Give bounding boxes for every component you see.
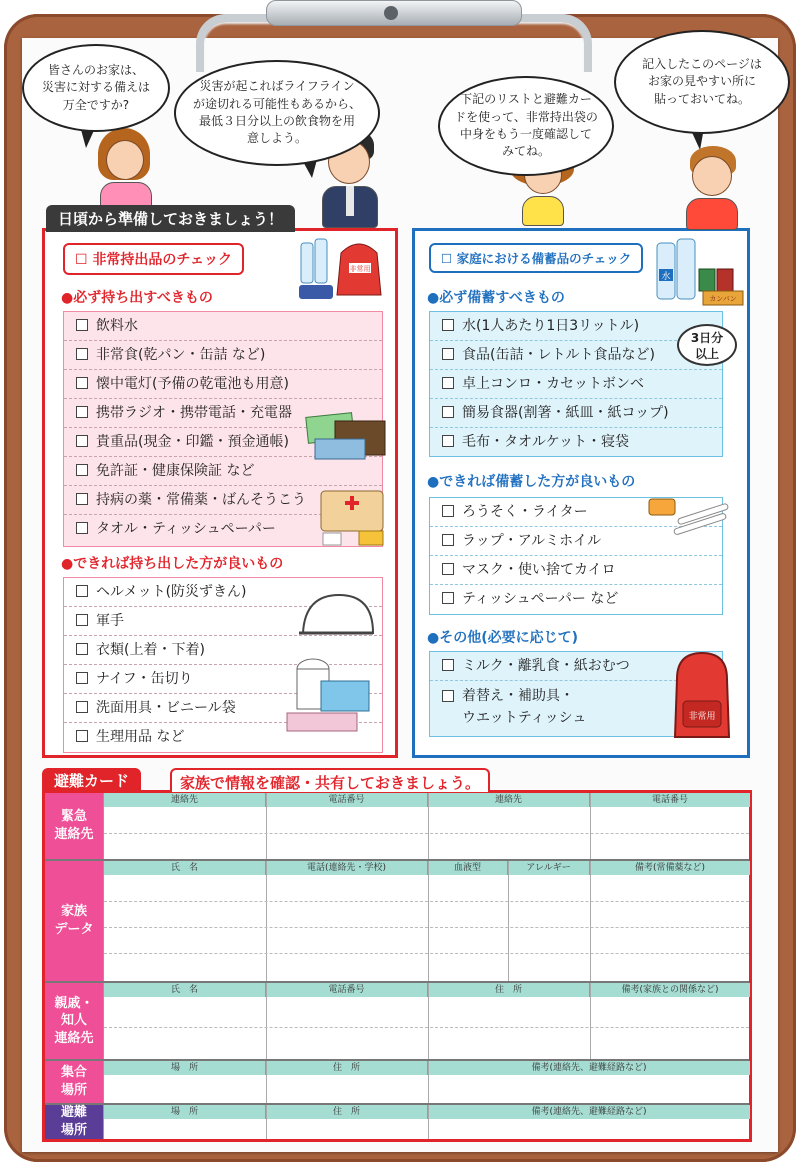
item-label: 食品(缶詰・レトルト食品など)	[462, 347, 655, 363]
speech-bubble-boy	[614, 30, 790, 134]
section-title: 日頃から準備しておきましょう！	[46, 205, 295, 232]
gathering-place-row	[45, 1061, 749, 1103]
checkbox[interactable]	[76, 614, 88, 626]
water-and-food-illustration	[651, 235, 747, 309]
item-label: 軍手	[96, 613, 124, 629]
must-stock-heading: ●必ず備蓄すべきもの	[427, 290, 565, 306]
must-carry-heading: ●必ず持ち出すべきもの	[61, 290, 213, 306]
checkbox[interactable]	[76, 701, 88, 713]
checkbox[interactable]	[442, 592, 454, 604]
emergency-carry-out-panel	[42, 228, 398, 758]
item-label: タオル・ティッシュペーパー	[96, 521, 276, 537]
evacuation-place-grid[interactable]	[103, 1105, 749, 1139]
emergency-contact-grid[interactable]	[103, 793, 749, 859]
column-header: 備考(常備薬など)	[590, 861, 750, 875]
item-label: ヘルメット(防災ずきん)	[96, 584, 247, 600]
column-header: 住 所	[266, 1061, 428, 1075]
evacuation-place-row	[45, 1105, 749, 1139]
item-label: 携帯ラジオ・携帯電話・充電器	[96, 405, 292, 421]
column-header: 備考(連絡先、避難経路など)	[428, 1105, 750, 1119]
item-label: 洗面用具・ビニール袋	[96, 700, 236, 716]
column-header: 連絡先	[104, 793, 266, 807]
tissue-box-illustration	[281, 651, 381, 741]
item-label: 簡易食器(割箸・紙皿・紙コップ)	[462, 405, 669, 421]
row-label: 家族 データ	[45, 861, 103, 981]
evacuation-card-tab: 避難カード	[42, 768, 141, 792]
column-header: 血液型	[428, 861, 508, 875]
checklist-item[interactable]	[430, 585, 722, 614]
relatives-row	[45, 983, 749, 1059]
speech-bubble-father	[174, 60, 380, 166]
column-header: 連絡先	[428, 793, 590, 807]
water-label: 水	[661, 272, 671, 282]
home-stockpile-panel	[412, 228, 750, 758]
checkbox[interactable]	[442, 377, 454, 389]
checkbox[interactable]	[76, 406, 88, 418]
checkbox[interactable]	[442, 319, 454, 331]
boy-character	[680, 146, 744, 230]
column-header: 備考(家族との関係など)	[590, 983, 750, 997]
checkbox[interactable]	[442, 690, 454, 702]
clipboard-clip	[196, 0, 592, 74]
row-label: 集合 場所	[45, 1061, 103, 1103]
item-label: 生理用品 など	[96, 729, 185, 745]
checklist-item[interactable]	[430, 370, 722, 399]
panel-title: ☐ 家庭における備蓄品のチェック	[429, 243, 643, 273]
three-days-callout: 3日分 以上	[677, 324, 737, 366]
relatives-grid[interactable]	[103, 983, 749, 1059]
column-header: 住 所	[428, 983, 590, 997]
column-header: 氏 名	[104, 983, 266, 997]
checkbox[interactable]	[76, 672, 88, 684]
speech-bubble-mother	[22, 44, 170, 132]
checkbox[interactable]	[76, 522, 88, 534]
item-label: 毛布・タオルケット・寝袋	[462, 434, 630, 450]
column-header: 電話番号	[590, 793, 750, 807]
emergency-contact-row	[45, 793, 749, 859]
panel-title: ☐ 非常持出品のチェック	[63, 243, 244, 275]
checklist-item[interactable]	[430, 399, 722, 428]
checkbox[interactable]	[442, 348, 454, 360]
family-data-row	[45, 861, 749, 981]
checkbox[interactable]	[442, 505, 454, 517]
item-label: 着替え・補助具・ ウエットティッシュ	[462, 688, 587, 726]
checkbox[interactable]	[76, 435, 88, 447]
item-label: 非常食(乾パン・缶詰 など)	[96, 347, 266, 363]
bubble-text: 皆さんのお家は、 災害に対する備えは 万全ですか?	[41, 62, 150, 112]
first-aid-kit-illustration	[315, 479, 389, 549]
emergency-bag-illustration	[295, 235, 395, 305]
emergency-backpack-illustration	[667, 649, 737, 743]
bubble-text: 記入したこのページは お家の見やすい所に 貼っておいてね。	[642, 56, 762, 106]
optional-stock-heading: ●できれば備蓄した方が良いもの	[427, 474, 636, 490]
other-heading: ●その他(必要に応じて)	[427, 630, 579, 646]
item-label: マスク・使い捨てカイロ	[462, 562, 616, 578]
panel-title-text: 非常持出品のチェック	[92, 252, 233, 268]
checklist-item[interactable]	[430, 556, 722, 585]
checklist-item[interactable]	[430, 428, 722, 457]
item-label: ラップ・アルミホイル	[462, 533, 602, 549]
checkbox[interactable]	[76, 319, 88, 331]
checkbox[interactable]	[76, 643, 88, 655]
checkbox[interactable]	[76, 464, 88, 476]
item-label: ろうそく・ライター	[462, 504, 588, 520]
bubble-text: 下記のリストと避難カー ドを使って、非常持出袋の 中身をもう一度確認して みてね。	[454, 92, 598, 159]
optional-carry-heading: ●できれば持ち出した方が良いもの	[61, 556, 284, 572]
column-header: 氏 名	[104, 861, 266, 875]
speech-bubble-girl	[438, 76, 614, 176]
item-label: 免許証・健康保険証 など	[96, 463, 255, 479]
helmet-illustration	[295, 589, 375, 641]
column-header: アレルギー	[508, 861, 590, 875]
item-label: 懐中電灯(予備の乾電池も用意)	[96, 376, 289, 392]
checkbox[interactable]	[76, 585, 88, 597]
checkbox[interactable]	[76, 377, 88, 389]
candle-lighter-illustration	[647, 493, 733, 537]
checkbox[interactable]	[442, 659, 454, 671]
wallet-passbook-illustration	[305, 409, 391, 465]
column-header: 場 所	[104, 1061, 266, 1075]
mother-character	[96, 128, 156, 214]
item-label: 卓上コンロ・カセットボンベ	[462, 376, 644, 392]
row-label: 緊急 連絡先	[45, 793, 103, 859]
checklist-item[interactable]	[64, 341, 382, 370]
checklist-item[interactable]	[64, 370, 382, 399]
item-label: ミルク・離乳食・紙おむつ	[462, 658, 630, 674]
item-label: 貴重品(現金・印鑑・預金通帳)	[96, 434, 289, 450]
family-data-grid[interactable]	[103, 861, 749, 981]
can-label: カンパン	[709, 295, 737, 303]
bag-tag-label: 非常用	[349, 265, 371, 273]
checkbox[interactable]	[76, 348, 88, 360]
item-label: 持病の薬・常備薬・ばんそうこう	[96, 492, 306, 508]
item-label: 飲料水	[96, 318, 138, 334]
column-header: 場 所	[104, 1105, 266, 1119]
item-label: 水(1人あたり1日3リットル)	[462, 318, 640, 334]
checkbox[interactable]	[442, 435, 454, 447]
panel-title-text: 家庭における備蓄品のチェック	[456, 251, 632, 266]
gathering-place-grid[interactable]	[103, 1061, 749, 1103]
item-label: ナイフ・缶切り	[96, 671, 193, 687]
bubble-text: 災害が起こればライフライン が途切れる可能性もあるから、 最低３日分以上の飲食物を用 意しよう。	[192, 79, 361, 146]
column-header: 備考(連絡先、避難経路など)	[428, 1061, 750, 1075]
checkbox[interactable]	[76, 730, 88, 742]
checkbox[interactable]	[442, 534, 454, 546]
item-label: 衣類(上着・下着)	[96, 642, 205, 658]
column-header: 住 所	[266, 1105, 428, 1119]
checkbox[interactable]	[76, 493, 88, 505]
bag-tag-label: 非常用	[688, 712, 716, 722]
checklist-item[interactable]	[64, 312, 382, 341]
column-header: 電話番号	[266, 983, 428, 997]
row-label: 避難 場所	[45, 1105, 103, 1139]
column-header: 電話番号	[266, 793, 428, 807]
evacuation-card	[42, 790, 752, 1142]
evacuation-card-subtitle: 家族で情報を確認・共有しておきましょう。	[170, 768, 490, 792]
checkbox[interactable]	[442, 563, 454, 575]
column-header: 電話(連絡先・学校)	[266, 861, 428, 875]
checkbox[interactable]	[442, 406, 454, 418]
must-stock-list	[429, 311, 723, 457]
item-label: ティッシュペーパー など	[462, 591, 619, 607]
row-label: 親戚・ 知人 連絡先	[45, 983, 103, 1059]
